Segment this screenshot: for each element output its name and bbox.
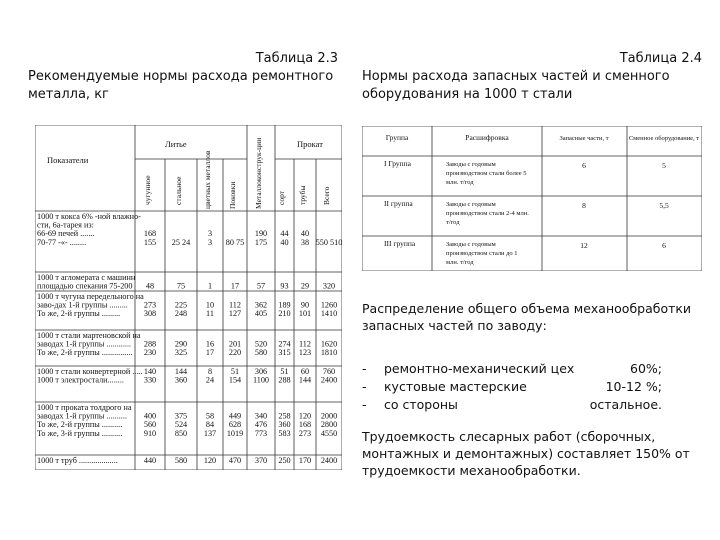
table-cell-value: 583: [278, 428, 291, 438]
table-2-4-grid: [362, 126, 702, 271]
table-2-4-title: Нормы расхода запасных частей и сменного оборудования на 1000 т стали: [362, 69, 670, 102]
spare-parts-value: 12: [580, 241, 588, 250]
row-label-line: 1000 т стали мартеновской на: [37, 331, 141, 340]
table-cell-value: 38: [300, 237, 310, 247]
table-2-3: [35, 125, 342, 470]
table-cell-value: 44: [280, 229, 289, 239]
table-cell-value: 449: [228, 411, 242, 421]
table-cell-value: 155: [143, 237, 157, 247]
row-label-line: 1000 т стали конвертерной .....: [37, 367, 143, 376]
table-2-4: [362, 126, 702, 271]
table-cell-value: 144: [174, 367, 188, 376]
distribution-value: остальное.: [589, 397, 662, 412]
table-cell-value: 51: [280, 367, 289, 376]
table-cell-value: 274: [278, 339, 291, 349]
pipes-header: трубы: [298, 185, 307, 205]
table-2-4-caption: [362, 50, 702, 104]
table-cell-value: 370: [254, 456, 268, 465]
forgings-header: Поковки: [228, 181, 237, 209]
table-cell-value: 120: [203, 456, 217, 465]
table-cell-value: 84: [205, 420, 215, 430]
table-cell-value: 3: [207, 237, 213, 247]
table-cell-value: 320: [322, 281, 336, 291]
row-label-line: 66-69 печей .......: [37, 229, 95, 239]
table-cell-value: 8: [207, 367, 213, 376]
table-2-3-caption: [28, 50, 348, 104]
rolled-profile-header: сорт: [277, 190, 286, 205]
labor-intensity-note: Трудоемкость слесарных работ (сборочных, монтажных и демонтажных) составляет 150% от трудоемкости механообработки.: [362, 429, 690, 478]
table-cell-value: 170: [298, 456, 312, 465]
table-cell-value: 340: [254, 411, 268, 421]
row-label-line: То же, 3-й группы ..........: [37, 428, 123, 438]
table-cell-value: 850: [174, 428, 188, 438]
table-cell-value: 75: [176, 281, 186, 291]
cast-iron-header: чугунное: [143, 175, 152, 205]
distribution-intro: Распределение общего объема механообработки запасных частей по заводу:: [362, 301, 692, 333]
table-cell-value: 325: [174, 348, 188, 358]
rolled-header: Прокат: [297, 139, 323, 149]
table-cell-value: 17: [230, 281, 240, 291]
table-cell-value: 1260: [320, 300, 338, 310]
table-cell-value: 225: [174, 300, 188, 310]
distribution-item: [362, 378, 662, 396]
table-cell-value: 140: [143, 367, 157, 376]
table-cell-value: 101: [298, 309, 312, 319]
table-cell-value: 362: [254, 300, 268, 310]
table-cell-value: 360: [174, 375, 188, 385]
table-cell-value: 580: [254, 348, 268, 358]
table-cell-value: 628: [228, 420, 242, 430]
spare-parts-value: 6: [582, 161, 586, 170]
table-cell-value: 25 24: [171, 237, 191, 247]
table-cell-value: 4550: [320, 428, 338, 438]
table-cell-value: 11: [206, 309, 214, 319]
table-cell-value: 560: [143, 420, 157, 430]
row-label-line: 1000 т кокса 6% -ной влажно-: [37, 212, 141, 221]
row-label-line: сти, 6а-тарея из:: [37, 220, 94, 230]
casting-header: Литье: [165, 139, 187, 149]
table-cell-value: 189: [278, 300, 291, 310]
table-cell-value: 550 510: [315, 237, 342, 247]
table-cell-value: 2000: [320, 411, 338, 421]
table-cell-value: 440: [143, 456, 157, 465]
equipment-value: 5: [662, 161, 666, 170]
table-cell-value: 17: [205, 348, 215, 358]
table-cell-value: 210: [278, 309, 291, 319]
table-cell-value: 400: [143, 411, 157, 421]
equipment-value: 6: [662, 241, 666, 250]
table-2-3-header: [47, 138, 331, 209]
table-cell-value: 154: [228, 375, 242, 385]
table-cell-value: 57: [256, 281, 266, 291]
table-cell-value: 258: [278, 411, 291, 421]
table-cell-value: 375: [174, 411, 188, 421]
list-dash: -: [362, 379, 367, 394]
table-cell-value: 16: [205, 339, 215, 349]
table-cell-value: 773: [254, 428, 268, 438]
list-dash: -: [362, 397, 367, 412]
table-cell-value: 2400: [320, 456, 338, 465]
table-cell-value: 1410: [320, 309, 338, 319]
group-name: I Группа: [384, 159, 411, 168]
row-label-line: заводах 1-й группы ..........: [37, 411, 127, 421]
row-label-line: 1000 т агломерата с машинн: [37, 273, 136, 282]
table-cell-value: 470: [228, 456, 242, 465]
table-cell-value: 201: [228, 339, 242, 349]
group-name: III группа: [384, 239, 416, 248]
metal-structures-header: Металлоконструк-ции: [254, 137, 263, 209]
row-label-line: 1000 т проката толдрого на: [37, 403, 132, 412]
table-2-3-body: [37, 212, 342, 465]
table-cell-value: 29: [300, 281, 310, 291]
table-cell-value: 330: [143, 375, 157, 385]
table-cell-value: 288: [143, 339, 157, 349]
table-cell-value: 168: [298, 420, 312, 430]
table-2-3-number: Таблица 2.3: [255, 51, 338, 66]
distribution-label: ремонтно-механический цех: [384, 361, 575, 376]
table-cell-value: 2800: [320, 420, 338, 430]
nonferrous-header: цветных металлов: [203, 150, 212, 209]
row-label-line: 70-77 -«- ........: [37, 237, 87, 247]
group-description-line: производством стали более 5: [446, 170, 527, 177]
table-cell-value: 10: [205, 300, 215, 310]
row-label-line: площадью спекания 75-200: [37, 281, 133, 291]
distribution-label: со стороны: [384, 397, 458, 412]
table-cell-value: 248: [174, 309, 188, 319]
table-2-4-number: Таблица 2.4: [619, 51, 702, 66]
table-cell-value: 308: [143, 309, 157, 319]
group-description-line: млн. т/год: [446, 179, 474, 186]
group-description-line: производством стали до 1: [446, 250, 518, 257]
row-label-line: заво-дах 1-й группы .........: [37, 300, 128, 310]
description-header: Расшифровка: [465, 133, 509, 142]
distribution-value: 10-12 %;: [605, 379, 662, 394]
table-cell-value: 910: [143, 428, 157, 438]
table-cell-value: 288: [278, 375, 291, 385]
table-cell-value: 90: [300, 300, 310, 310]
steel-header: стальное: [174, 176, 183, 205]
indicators-header: Показатели: [47, 155, 89, 165]
equipment-value: 5,5: [659, 201, 669, 210]
table-cell-value: 520: [254, 339, 268, 349]
table-cell-value: 580: [174, 456, 188, 465]
table-cell-value: 760: [322, 367, 336, 376]
table-cell-value: 144: [298, 375, 312, 385]
distribution-item: [362, 360, 662, 378]
table-cell-value: 58: [205, 411, 215, 421]
table-cell-value: 1100: [252, 375, 270, 385]
list-dash: -: [362, 361, 367, 376]
table-2-3-title: Рекомендуемые нормы расхода ремонтного металла, кг: [28, 69, 334, 102]
table-cell-value: 290: [174, 339, 188, 349]
table-cell-value: 168: [143, 229, 157, 239]
table-cell-value: 315: [278, 348, 291, 358]
table-cell-value: 1620: [320, 339, 338, 349]
table-cell-value: 40: [300, 229, 310, 239]
table-cell-value: 175: [254, 237, 268, 247]
distribution-value: 60%;: [630, 361, 662, 376]
table-cell-value: 24: [205, 375, 215, 385]
table-cell-value: 220: [228, 348, 242, 358]
table-cell-value: 112: [229, 300, 241, 310]
table-cell-value: 273: [143, 300, 157, 310]
row-label-line: То же, 2-й группы ...............: [37, 348, 133, 358]
table-cell-value: 405: [254, 309, 268, 319]
table-cell-value: 476: [254, 420, 268, 430]
table-cell-value: 112: [299, 339, 311, 349]
group-description-line: Заводы с годовым: [446, 161, 496, 168]
row-label-line: 1000 т чугуна передельного на: [37, 292, 144, 301]
spare-parts-header: Запасные части, т: [559, 135, 609, 142]
group-description-line: Заводы с годовым: [446, 201, 496, 208]
table-cell-value: 123: [298, 348, 312, 358]
spare-parts-value: 8: [582, 201, 586, 210]
table-cell-value: 40: [280, 237, 289, 247]
group-description-line: млн. т/год: [446, 259, 474, 266]
row-label-line: То же, 2-й группы .........: [37, 309, 121, 319]
row-label-line: заводах 1-й группы ............: [37, 339, 132, 349]
row-label-line: 1000 т электростали........: [37, 375, 124, 385]
table-cell-value: 137: [203, 428, 217, 438]
table-cell-value: 120: [298, 411, 312, 421]
distribution-item: [362, 396, 662, 414]
group-description-line: производством стали 2-4 млн.: [446, 210, 529, 217]
table-cell-value: 1810: [320, 348, 338, 358]
table-cell-value: 306: [254, 367, 268, 376]
table-cell-value: 250: [278, 456, 291, 465]
group-header: Группа: [385, 133, 409, 142]
table-cell-value: 273: [298, 428, 312, 438]
group-description-line: Заводы с годовым: [446, 241, 496, 248]
row-label-line: 1000 т труб ...................: [37, 456, 118, 465]
table-cell-value: 93: [280, 281, 289, 291]
row-label-line: То же, 2-й группы ..........: [37, 420, 123, 430]
distribution-list: [362, 360, 662, 414]
table-cell-value: 524: [174, 420, 188, 430]
table-cell-value: 3: [207, 229, 213, 239]
total-header: Всего: [322, 186, 331, 205]
table-cell-value: 230: [143, 348, 157, 358]
table-cell-value: 127: [228, 309, 242, 319]
table-cell-value: 51: [230, 367, 240, 376]
table-cell-value: 48: [145, 281, 155, 291]
table-cell-value: 1019: [226, 428, 244, 438]
group-description-line: т/год: [446, 219, 460, 226]
table-cell-value: 60: [300, 367, 310, 376]
equipment-header: Сменное оборудование, т: [628, 135, 700, 142]
table-cell-value: 190: [254, 229, 268, 239]
table-cell-value: 80 75: [225, 237, 245, 247]
table-cell-value: 360: [278, 420, 291, 430]
distribution-label: кустовые мастерские: [384, 379, 527, 394]
table-cell-value: 2400: [320, 375, 338, 385]
table-cell-value: 1: [207, 281, 213, 291]
group-name: II группа: [384, 199, 413, 208]
